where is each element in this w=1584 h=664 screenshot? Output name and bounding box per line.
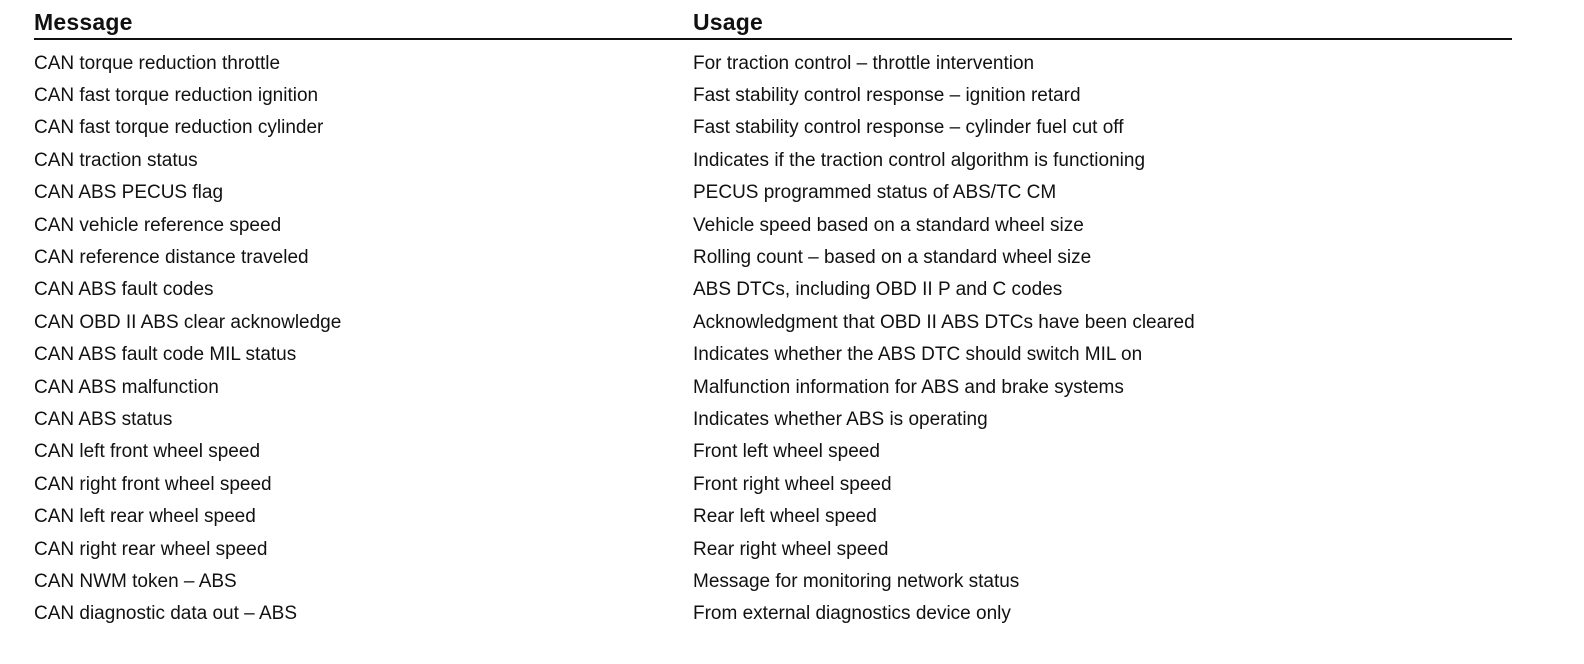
table-row	[34, 371, 1512, 403]
usage-cell: Front left wheel speed	[693, 441, 880, 463]
message-cell: CAN vehicle reference speed	[34, 214, 282, 236]
usage-cell: Rolling count – based on a standard wheel size	[693, 247, 1092, 269]
table-row	[34, 598, 1512, 630]
message-cell: CAN ABS PECUS flag	[34, 182, 224, 204]
message-cell: CAN right rear wheel speed	[34, 538, 268, 560]
usage-cell: Front right wheel speed	[693, 473, 892, 495]
table-body	[34, 47, 1512, 630]
table-row	[34, 500, 1512, 532]
message-cell: CAN reference distance traveled	[34, 247, 309, 269]
message-cell: CAN ABS fault codes	[34, 279, 214, 301]
message-usage-table	[34, 8, 1512, 630]
message-cell: CAN ABS fault code MIL status	[34, 344, 297, 366]
table-row	[34, 403, 1512, 435]
usage-cell: PECUS programmed status of ABS/TC CM	[693, 182, 1057, 204]
table-row	[34, 209, 1512, 241]
usage-cell: Fast stability control response – cylinder fuel cut off	[693, 117, 1124, 139]
table-row	[34, 436, 1512, 468]
usage-cell: Indicates if the traction control algorithm is functioning	[693, 149, 1146, 171]
usage-cell: Rear right wheel speed	[693, 538, 889, 560]
usage-cell: Vehicle speed based on a standard wheel size	[693, 214, 1084, 236]
message-cell: CAN NWM token – ABS	[34, 570, 237, 592]
message-cell: CAN fast torque reduction ignition	[34, 85, 319, 107]
table-row	[34, 79, 1512, 111]
usage-cell: Acknowledgment that OBD II ABS DTCs have been cleared	[693, 311, 1195, 333]
message-cell: CAN left front wheel speed	[34, 441, 261, 463]
usage-cell: Message for monitoring network status	[693, 570, 1020, 592]
usage-cell: Rear left wheel speed	[693, 506, 877, 528]
table-row	[34, 274, 1512, 306]
table-row	[34, 306, 1512, 338]
header-message: Message	[34, 9, 133, 35]
message-cell: CAN diagnostic data out – ABS	[34, 603, 297, 625]
message-cell: CAN ABS malfunction	[34, 376, 219, 398]
message-cell: CAN right front wheel speed	[34, 473, 272, 495]
table-row	[34, 47, 1512, 79]
usage-cell: Malfunction information for ABS and brake systems	[693, 376, 1124, 398]
usage-cell: For traction control – throttle intervention	[693, 52, 1035, 74]
usage-cell: Fast stability control response – ignition retard	[693, 85, 1081, 107]
header-usage: Usage	[693, 9, 764, 35]
table-row	[34, 241, 1512, 273]
table-row	[34, 112, 1512, 144]
table-row	[34, 533, 1512, 565]
table-row	[34, 339, 1512, 371]
usage-cell: Indicates whether ABS is operating	[693, 408, 988, 430]
table-header	[34, 8, 1512, 40]
message-cell: CAN ABS status	[34, 408, 173, 430]
table-row	[34, 565, 1512, 597]
message-cell: CAN traction status	[34, 149, 198, 171]
message-cell: CAN OBD II ABS clear acknowledge	[34, 311, 342, 333]
table-row	[34, 177, 1512, 209]
table-row	[34, 468, 1512, 500]
usage-cell: From external diagnostics device only	[693, 603, 1011, 625]
usage-cell: Indicates whether the ABS DTC should switch MIL on	[693, 344, 1143, 366]
table-row	[34, 144, 1512, 176]
usage-cell: ABS DTCs, including OBD II P and C codes	[693, 279, 1063, 301]
message-cell: CAN torque reduction throttle	[34, 52, 281, 74]
message-cell: CAN left rear wheel speed	[34, 506, 256, 528]
message-cell: CAN fast torque reduction cylinder	[34, 117, 324, 139]
